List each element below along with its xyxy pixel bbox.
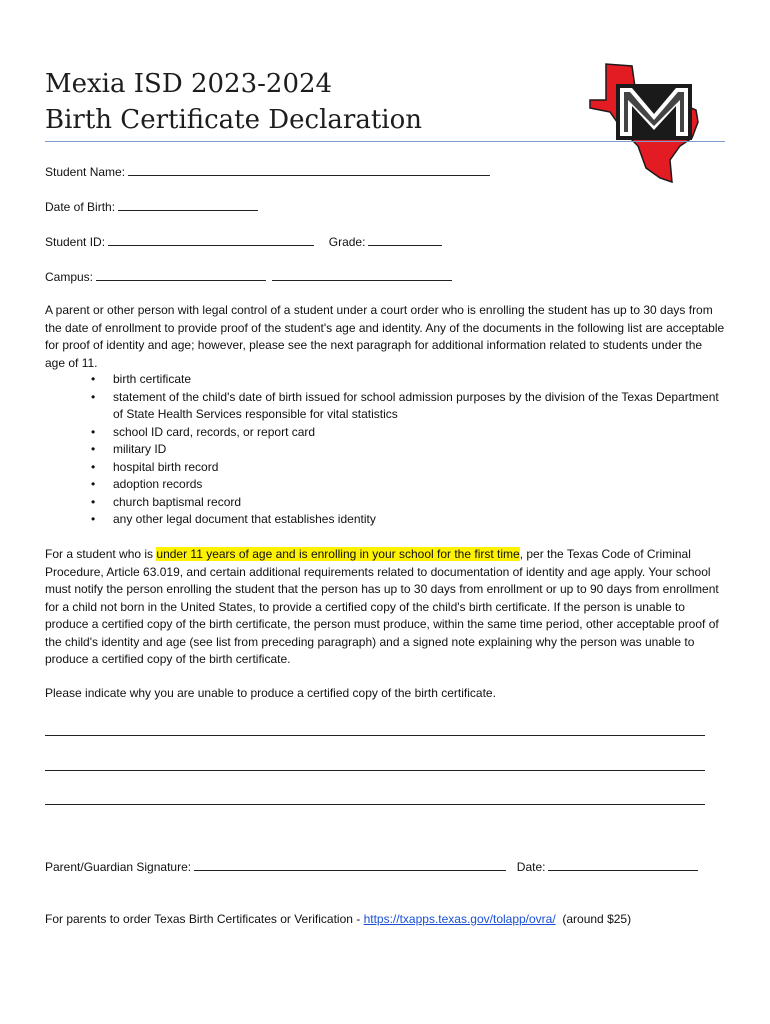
under-11-highlight: under 11 years of age and is enrolling in your school for the first time xyxy=(156,547,520,561)
under-11-body: , per the Texas Code of Criminal Procedure, Article 63.019, and certain additional requirements related to documentation of identity and age apply. Your school must notify the person enrolling the student that the person has up to 30 days from enrollment or up to 90 days from enrollment for a child not born in the United States, to provide a certified copy of the child's birth certificate. If the person is unable to produce a certified copy of the birth certificate, the person must produce, within the same time period, other acceptable proof of the child's identity and age (see list from preceding paragraph) and a signed note explaining why the person was unable to produce a certified copy of the birth certificate. xyxy=(45,547,719,666)
campus-label: Campus: xyxy=(45,270,94,284)
reason-prompt: Please indicate why you are unable to produce a certified copy of the birth certificate. xyxy=(45,686,496,700)
dob-input[interactable] xyxy=(118,199,258,211)
list-item: • hospital birth record xyxy=(113,459,725,477)
list-item: • any other legal document that establishes identity xyxy=(113,511,725,529)
acceptable-documents-list xyxy=(45,371,725,529)
campus-input-1[interactable] xyxy=(96,269,266,281)
reason-line-3[interactable] xyxy=(45,804,705,805)
under-11-paragraph xyxy=(45,546,725,669)
title-line-1: Mexia ISD 2023-2024 xyxy=(45,69,333,99)
footer-suffix: (around $25) xyxy=(555,912,632,926)
reason-line-2[interactable] xyxy=(45,770,705,771)
title-rule xyxy=(45,141,725,142)
title-line-2: Birth Certificate Declaration xyxy=(45,105,422,135)
date-input[interactable] xyxy=(548,859,698,871)
list-item: • birth certificate xyxy=(113,371,725,389)
grade-label: Grade: xyxy=(328,235,366,249)
list-item: • statement of the child's date of birth issued for school admission purposes by the division of the Texas Department of State Health Services responsible for vital statistics xyxy=(113,389,725,424)
list-item: • military ID xyxy=(113,441,725,459)
student-id-field xyxy=(45,234,442,250)
list-item: • adoption records xyxy=(113,476,725,494)
campus-field xyxy=(45,269,452,285)
page-title xyxy=(45,66,422,138)
student-id-input[interactable] xyxy=(108,234,314,246)
student-name-field xyxy=(45,164,490,180)
campus-input-2[interactable] xyxy=(272,269,452,281)
student-name-input[interactable] xyxy=(128,164,490,176)
list-item: • school ID card, records, or report card xyxy=(113,424,725,442)
intro-paragraph: A parent or other person with legal control of a student under a court order who is enrolling the student has up to 30 days from the date of enrollment to provide proof of the student's age and identity. Any of the documents in the following list are acceptable for proof of identity and age; however, please see the next paragraph for additional information related to students under the age of 11. xyxy=(45,303,725,370)
texas-state-m-logo-icon xyxy=(580,60,700,184)
ovra-link[interactable]: https://txapps.texas.gov/tolapp/ovra/ xyxy=(363,912,556,926)
grade-input[interactable] xyxy=(368,234,442,246)
list-item: • church baptismal record xyxy=(113,494,725,512)
date-label: Date: xyxy=(516,860,546,874)
dob-label: Date of Birth: xyxy=(45,200,116,214)
student-name-label: Student Name: xyxy=(45,165,126,179)
signature-input[interactable] xyxy=(194,859,506,871)
under-11-intro: For a student who is xyxy=(45,547,157,561)
dob-field xyxy=(45,199,258,215)
signature-label: Parent/Guardian Signature: xyxy=(45,860,192,874)
signature-row xyxy=(45,859,698,875)
footer-note xyxy=(45,911,631,927)
footer-text: For parents to order Texas Birth Certificates or Verification - xyxy=(45,912,364,926)
student-id-label: Student ID: xyxy=(45,235,106,249)
reason-line-1[interactable] xyxy=(45,735,705,736)
